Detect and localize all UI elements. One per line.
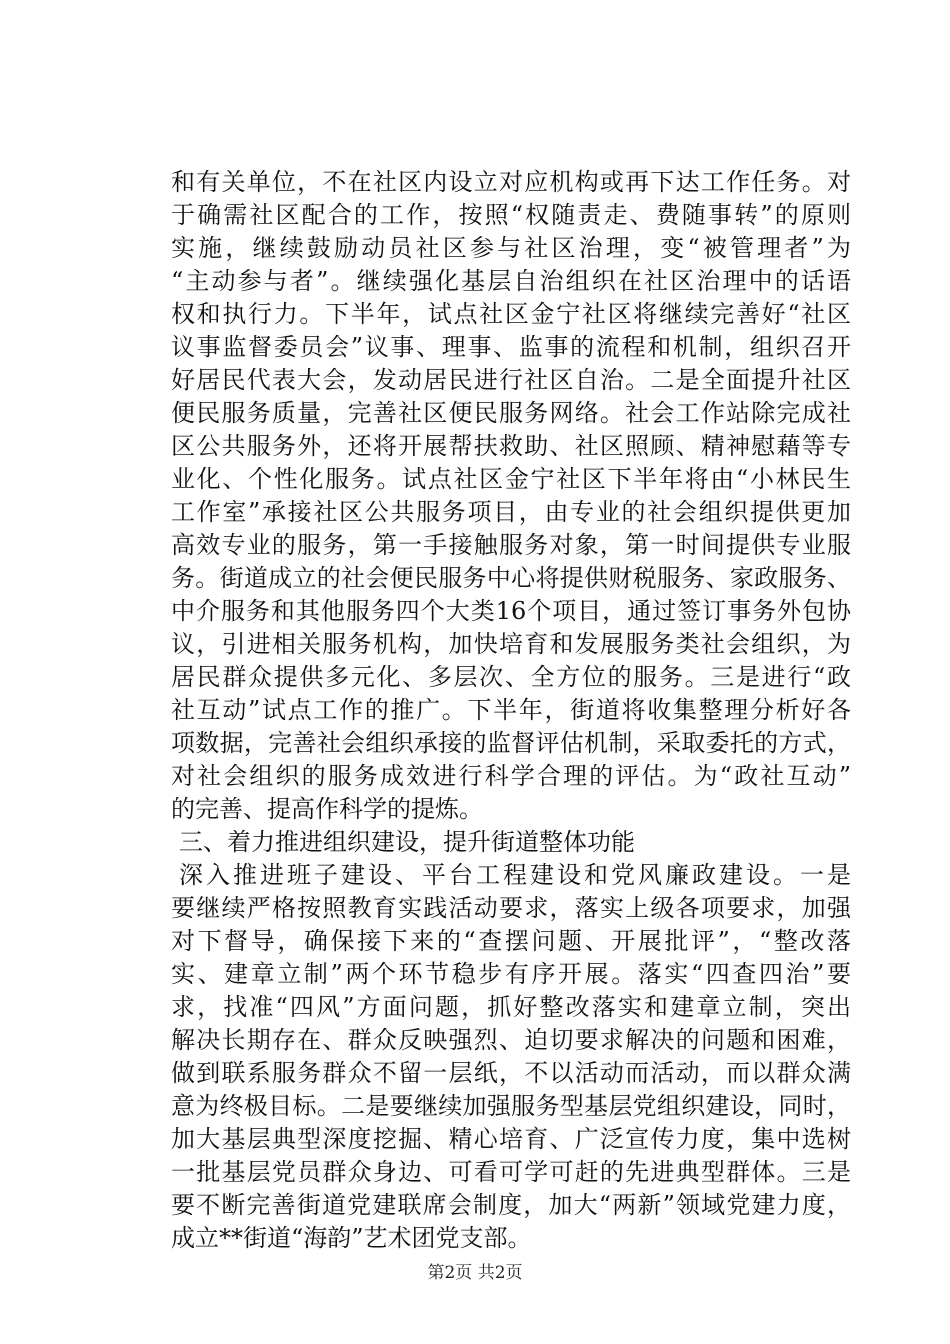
text-line: 和有关单位，不在社区内设立对应机构或再下达工作任务。对 <box>171 168 851 196</box>
text-line: 社互动”试点工作的推广。下半年，街道将收集整理分析好各 <box>171 696 851 724</box>
text-line: 议事监督委员会”议事、理事、监事的流程和机制，组织召开 <box>171 333 851 361</box>
document-body <box>171 166 851 1255</box>
text-line: 做到联系服务群众不留一层纸，不以活动而活动，而以群众满 <box>171 1059 851 1087</box>
text-line: 加大基层典型深度挖掘、精心培育、广泛宣传力度，集中选树 <box>171 1125 851 1153</box>
text-line: 深入推进班子建设、平台工程建设和党风廉政建设。一是 <box>179 861 851 889</box>
text-line: 实施，继续鼓励动员社区参与社区治理，变“被管理者”为 <box>171 234 851 262</box>
text-line: 中介服务和其他服务四个大类16个项目，通过签订事务外包协 <box>171 597 851 625</box>
text-line: 议，引进相关服务机构，加快培育和发展服务类社会组织，为 <box>171 630 851 658</box>
text-line: 一批基层党员群众身边、可看可学可赶的先进典型群体。三是 <box>171 1158 851 1186</box>
text-line: 对社会组织的服务成效进行科学合理的评估。为“政社互动” <box>171 762 851 790</box>
text-line: 的完善、提高作科学的提炼。 <box>171 795 483 823</box>
text-line: 高效专业的服务，第一手接触服务对象，第一时间提供专业服 <box>171 531 851 559</box>
text-line: 要继续严格按照教育实践活动要求，落实上级各项要求，加强 <box>171 894 851 922</box>
page-footer: 第2页 共2页 <box>427 1263 523 1283</box>
text-line: 业化、个性化服务。试点社区金宁社区下半年将由“小林民生 <box>171 465 851 493</box>
text-line: 务。街道成立的社会便民服务中心将提供财税服务、家政服务、 <box>171 564 851 592</box>
text-line: 于确需社区配合的工作，按照“权随责走、费随事转”的原则 <box>171 201 851 229</box>
text-line: 求，找准“四风”方面问题，抓好整改落实和建章立制，突出 <box>171 993 851 1021</box>
text-line: 区公共服务外，还将开展帮扶救助、社区照顾、精神慰藉等专 <box>171 432 851 460</box>
text-line: 好居民代表大会，发动居民进行社区自治。二是全面提升社区 <box>171 366 851 394</box>
text-line: 居民群众提供多元化、多层次、全方位的服务。三是进行“政 <box>171 663 851 691</box>
text-line: 对下督导，确保接下来的“查摆问题、开展批评”，“整改落 <box>171 927 851 955</box>
text-line: 要不断完善街道党建联席会制度，加大“两新”领域党建力度， <box>171 1191 851 1219</box>
text-line: 意为终极目标。二是要继续加强服务型基层党组织建设，同时， <box>171 1092 851 1120</box>
text-line: 解决长期存在、群众反映强烈、迫切要求解决的问题和困难， <box>171 1026 851 1054</box>
text-line: 权和执行力。下半年，试点社区金宁社区将继续完善好“社区 <box>171 300 851 328</box>
text-line: 实、建章立制”两个环节稳步有序开展。落实“四查四治”要 <box>171 960 851 988</box>
text-line: “主动参与者”。继续强化基层自治组织在社区治理中的话语 <box>171 267 851 295</box>
text-line: 成立**街道“海韵”艺术团党支部。 <box>171 1224 532 1252</box>
text-line: 便民服务质量，完善社区便民服务网络。社会工作站除完成社 <box>171 399 851 427</box>
section-heading: 三、着力推进组织建设，提升街道整体功能 <box>179 828 635 856</box>
text-line: 工作室”承接社区公共服务项目，由专业的社会组织提供更加 <box>171 498 851 526</box>
text-line: 项数据，完善社会组织承接的监督评估机制，采取委托的方式， <box>171 729 851 757</box>
